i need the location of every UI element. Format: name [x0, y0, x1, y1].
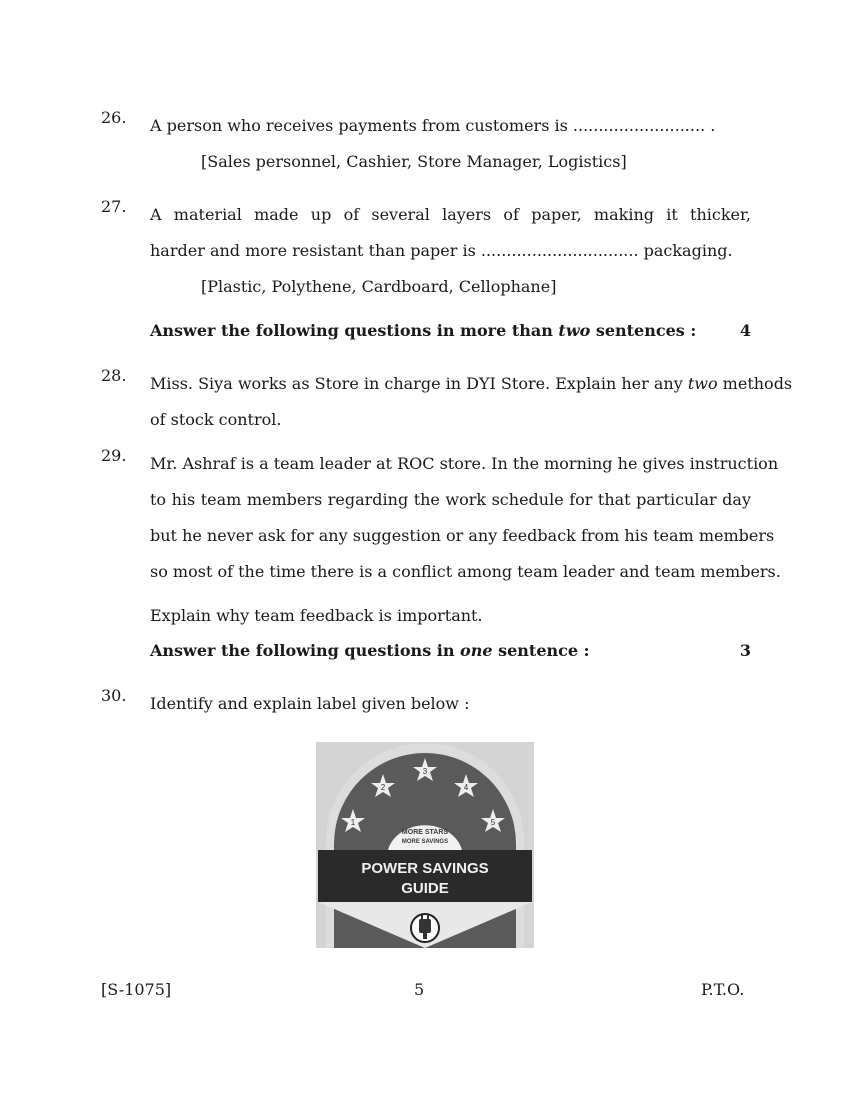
section-heading-one-sentence: [150, 641, 751, 660]
svg-text:3: 3: [422, 767, 428, 776]
question-number: 26.: [101, 108, 127, 127]
question-number: 29.: [101, 446, 127, 465]
question-text: Identify and explain label given below :: [150, 694, 470, 713]
question-number: 28.: [101, 366, 127, 385]
question-27-options: [Plastic, Polythene, Cardboard, Cellophane]: [201, 277, 557, 296]
page-number: 5: [414, 980, 425, 999]
question-text-line: so most of the time there is a conflict among team leader and team members.: [150, 562, 781, 581]
question-text-line: Explain why team feedback is important.: [150, 606, 483, 625]
section-text: Answer the following questions in one sentence :: [150, 641, 590, 660]
question-text-line: to his team members regarding the work schedule for that particular day: [150, 490, 751, 509]
section-marks: 4: [739, 321, 751, 340]
question-number: 30.: [101, 686, 127, 705]
arc-text-line-2: MORE SAVINGS: [401, 839, 449, 845]
question-text-line: Miss. Siya works as Store in charge in DYI Store. Explain her any two methods: [150, 374, 793, 393]
arc-text-line-1: MORE STARS: [401, 829, 449, 836]
question-26-options: [Sales personnel, Cashier, Store Manager, Logistics]: [201, 152, 627, 171]
svg-text:4: 4: [463, 783, 469, 792]
svg-text:1: 1: [350, 818, 356, 827]
question-number: 27.: [101, 197, 127, 216]
plug-icon: [411, 914, 439, 942]
banner-subtitle: GUIDE: [401, 880, 449, 897]
svg-text:2: 2: [380, 783, 386, 792]
svg-text:5: 5: [490, 818, 496, 827]
question-text-line: of stock control.: [150, 410, 282, 429]
question-text-line: Mr. Ashraf is a team leader at ROC store. In the morning he gives instruction: [150, 454, 779, 473]
question-text-line: A material made up of several layers of paper, making it thicker,: [150, 205, 751, 224]
power-savings-label-image: [316, 742, 534, 948]
section-heading-more-than-two: [150, 321, 751, 340]
section-text: Answer the following questions in more than two sentences :: [150, 321, 697, 340]
question-text-line: but he never ask for any suggestion or any feedback from his team members: [150, 526, 775, 545]
banner-title: POWER SAVINGS: [361, 860, 489, 877]
question-text-line: harder and more resistant than paper is ............................... packaging.: [150, 241, 733, 260]
please-turn-over: P.T.O.: [701, 980, 745, 999]
question-text: A person who receives payments from customers is .......................... .: [150, 116, 716, 135]
section-marks: 3: [739, 641, 751, 660]
paper-code: [S-1075]: [101, 980, 172, 999]
